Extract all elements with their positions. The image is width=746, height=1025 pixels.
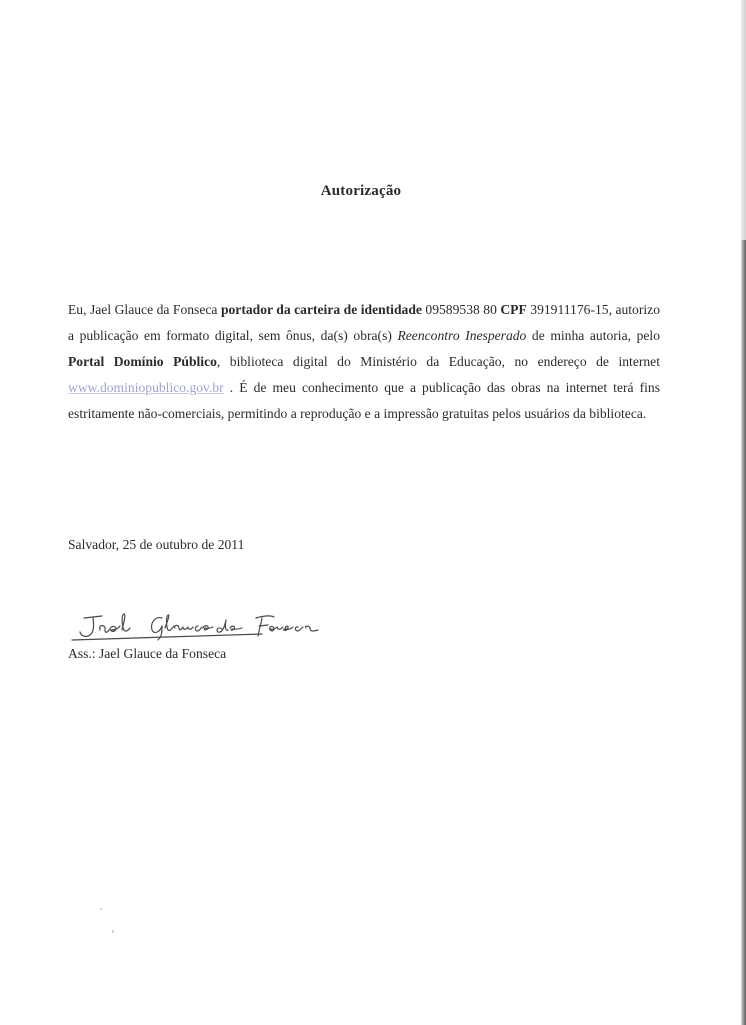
place-date-line: Salvador, 25 de outubro de 2011 [68,537,245,552]
scanned-page-edge-top [741,0,746,240]
document-title: Autorização [320,183,402,199]
scan-speck [100,908,102,910]
work-title: Reencontro Inesperado [397,328,527,343]
portal-name: Portal Domínio Público [68,354,217,369]
signature-line: Ass.: Jael Glauce da Fonseca [68,646,227,661]
cpf-number: 391911176-15, autorizo a publicação em formato digital, sem ônus, da(s) obra(s) [68,302,660,343]
intro-text: Eu, Jael Glauce da Fonseca [68,302,221,317]
closing-text: . É de meu conhecimento que a publicação das obras na internet terá fins estritamente não-comerciais, permitindo a reprodução e a impressão gratuitas pelos usuários da biblioteca. [68,380,660,421]
portal-url-link[interactable]: www.dominiopublico.gov.br [68,380,224,395]
after-work-text: de minha autoria, pelo [526,328,660,343]
authorization-paragraph [68,297,660,427]
id-label: portador da carteira de identidade [220,302,422,317]
after-portal-text: , biblioteca digital do Ministério da Educação, no endereço de internet [216,354,660,369]
cpf-label: CPF [500,302,527,317]
handwritten-signature [62,608,322,648]
scan-speck [112,930,114,933]
id-number: 09589538 80 [421,302,501,317]
